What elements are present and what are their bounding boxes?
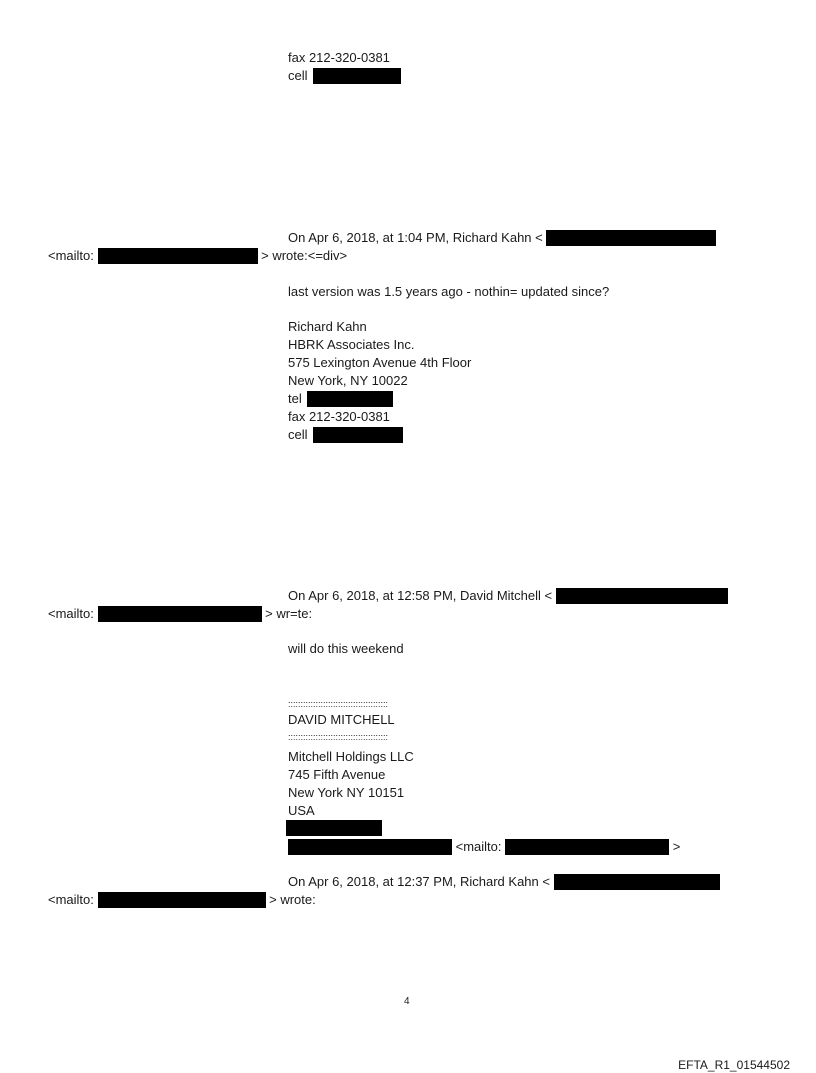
msg1-body: last version was 1.5 years ago - nothin= updated since? xyxy=(288,284,610,299)
msg3-wrote: > wrote: xyxy=(269,892,316,907)
redaction-box xyxy=(98,606,262,622)
redaction-box xyxy=(307,391,393,407)
redaction-box xyxy=(554,874,720,890)
redaction-box xyxy=(98,892,266,908)
msg2-sig-company: Mitchell Holdings LLC xyxy=(288,749,414,764)
redaction-box xyxy=(313,427,403,443)
msg1-sig-cell-label: cell xyxy=(288,427,308,442)
msg1-sig-company: HBRK Associates Inc. xyxy=(288,337,415,352)
msg2-sig-name: DAVID MITCHELL xyxy=(288,712,395,727)
sig1-cell-line xyxy=(288,68,401,84)
msg2-sig-dots-bottom: :::::::::::::::::::::::::::::::::::::::: xyxy=(288,732,389,742)
msg2-sig-mailto-close: > xyxy=(672,839,681,854)
msg2-sig-country: USA xyxy=(288,803,315,818)
sig1-cell-label: cell xyxy=(288,68,308,83)
redaction-box xyxy=(546,230,716,246)
msg2-sig-dots-top: :::::::::::::::::::::::::::::::::::::::: xyxy=(288,699,389,709)
page-number: 4 xyxy=(404,996,410,1007)
msg1-sig-fax: fax 212-320-0381 xyxy=(288,409,390,424)
msg2-sig-email-line xyxy=(288,839,680,855)
msg3-header xyxy=(288,874,720,890)
bates-number: EFTA_R1_01544502 xyxy=(678,1058,790,1072)
msg1-header-text: On Apr 6, 2018, at 1:04 PM, Richard Kahn < xyxy=(288,230,543,245)
msg1-sig-city: New York, NY 10022 xyxy=(288,373,408,388)
msg3-mailto: <mailto: xyxy=(48,892,94,907)
msg2-header xyxy=(288,588,728,604)
redaction-box xyxy=(286,820,382,836)
redaction-box xyxy=(556,588,728,604)
msg1-header xyxy=(288,230,716,246)
redaction-box xyxy=(313,68,401,84)
sig1-fax: fax 212-320-0381 xyxy=(288,50,390,65)
msg1-sig-tel-line xyxy=(288,391,393,407)
msg3-header-text: On Apr 6, 2018, at 12:37 PM, Richard Kahn < xyxy=(288,874,550,889)
msg2-wrote: > wr=te: xyxy=(265,606,313,621)
msg1-wrote: > wrote:<=div> xyxy=(261,248,348,263)
msg2-header-text: On Apr 6, 2018, at 12:58 PM, David Mitchell < xyxy=(288,588,553,603)
msg2-mailto-line xyxy=(48,606,312,622)
msg2-body: will do this weekend xyxy=(288,641,404,656)
msg1-sig-cell-line xyxy=(288,427,403,443)
msg3-mailto-line xyxy=(48,892,316,908)
msg1-sig-tel-label: tel xyxy=(288,391,302,406)
redaction-box xyxy=(98,248,258,264)
msg1-sig-name: Richard Kahn xyxy=(288,319,367,334)
msg1-mailto-line xyxy=(48,248,347,264)
msg2-sig-address: 745 Fifth Avenue xyxy=(288,767,386,782)
msg2-mailto: <mailto: xyxy=(48,606,94,621)
redaction-box xyxy=(505,839,669,855)
msg1-mailto: <mailto: xyxy=(48,248,94,263)
redaction-box xyxy=(288,839,452,855)
msg2-sig-phone-line xyxy=(286,820,382,836)
msg1-sig-address: 575 Lexington Avenue 4th Floor xyxy=(288,355,472,370)
msg2-sig-city: New York NY 10151 xyxy=(288,785,405,800)
msg2-sig-mailto: <mailto: xyxy=(455,839,502,854)
